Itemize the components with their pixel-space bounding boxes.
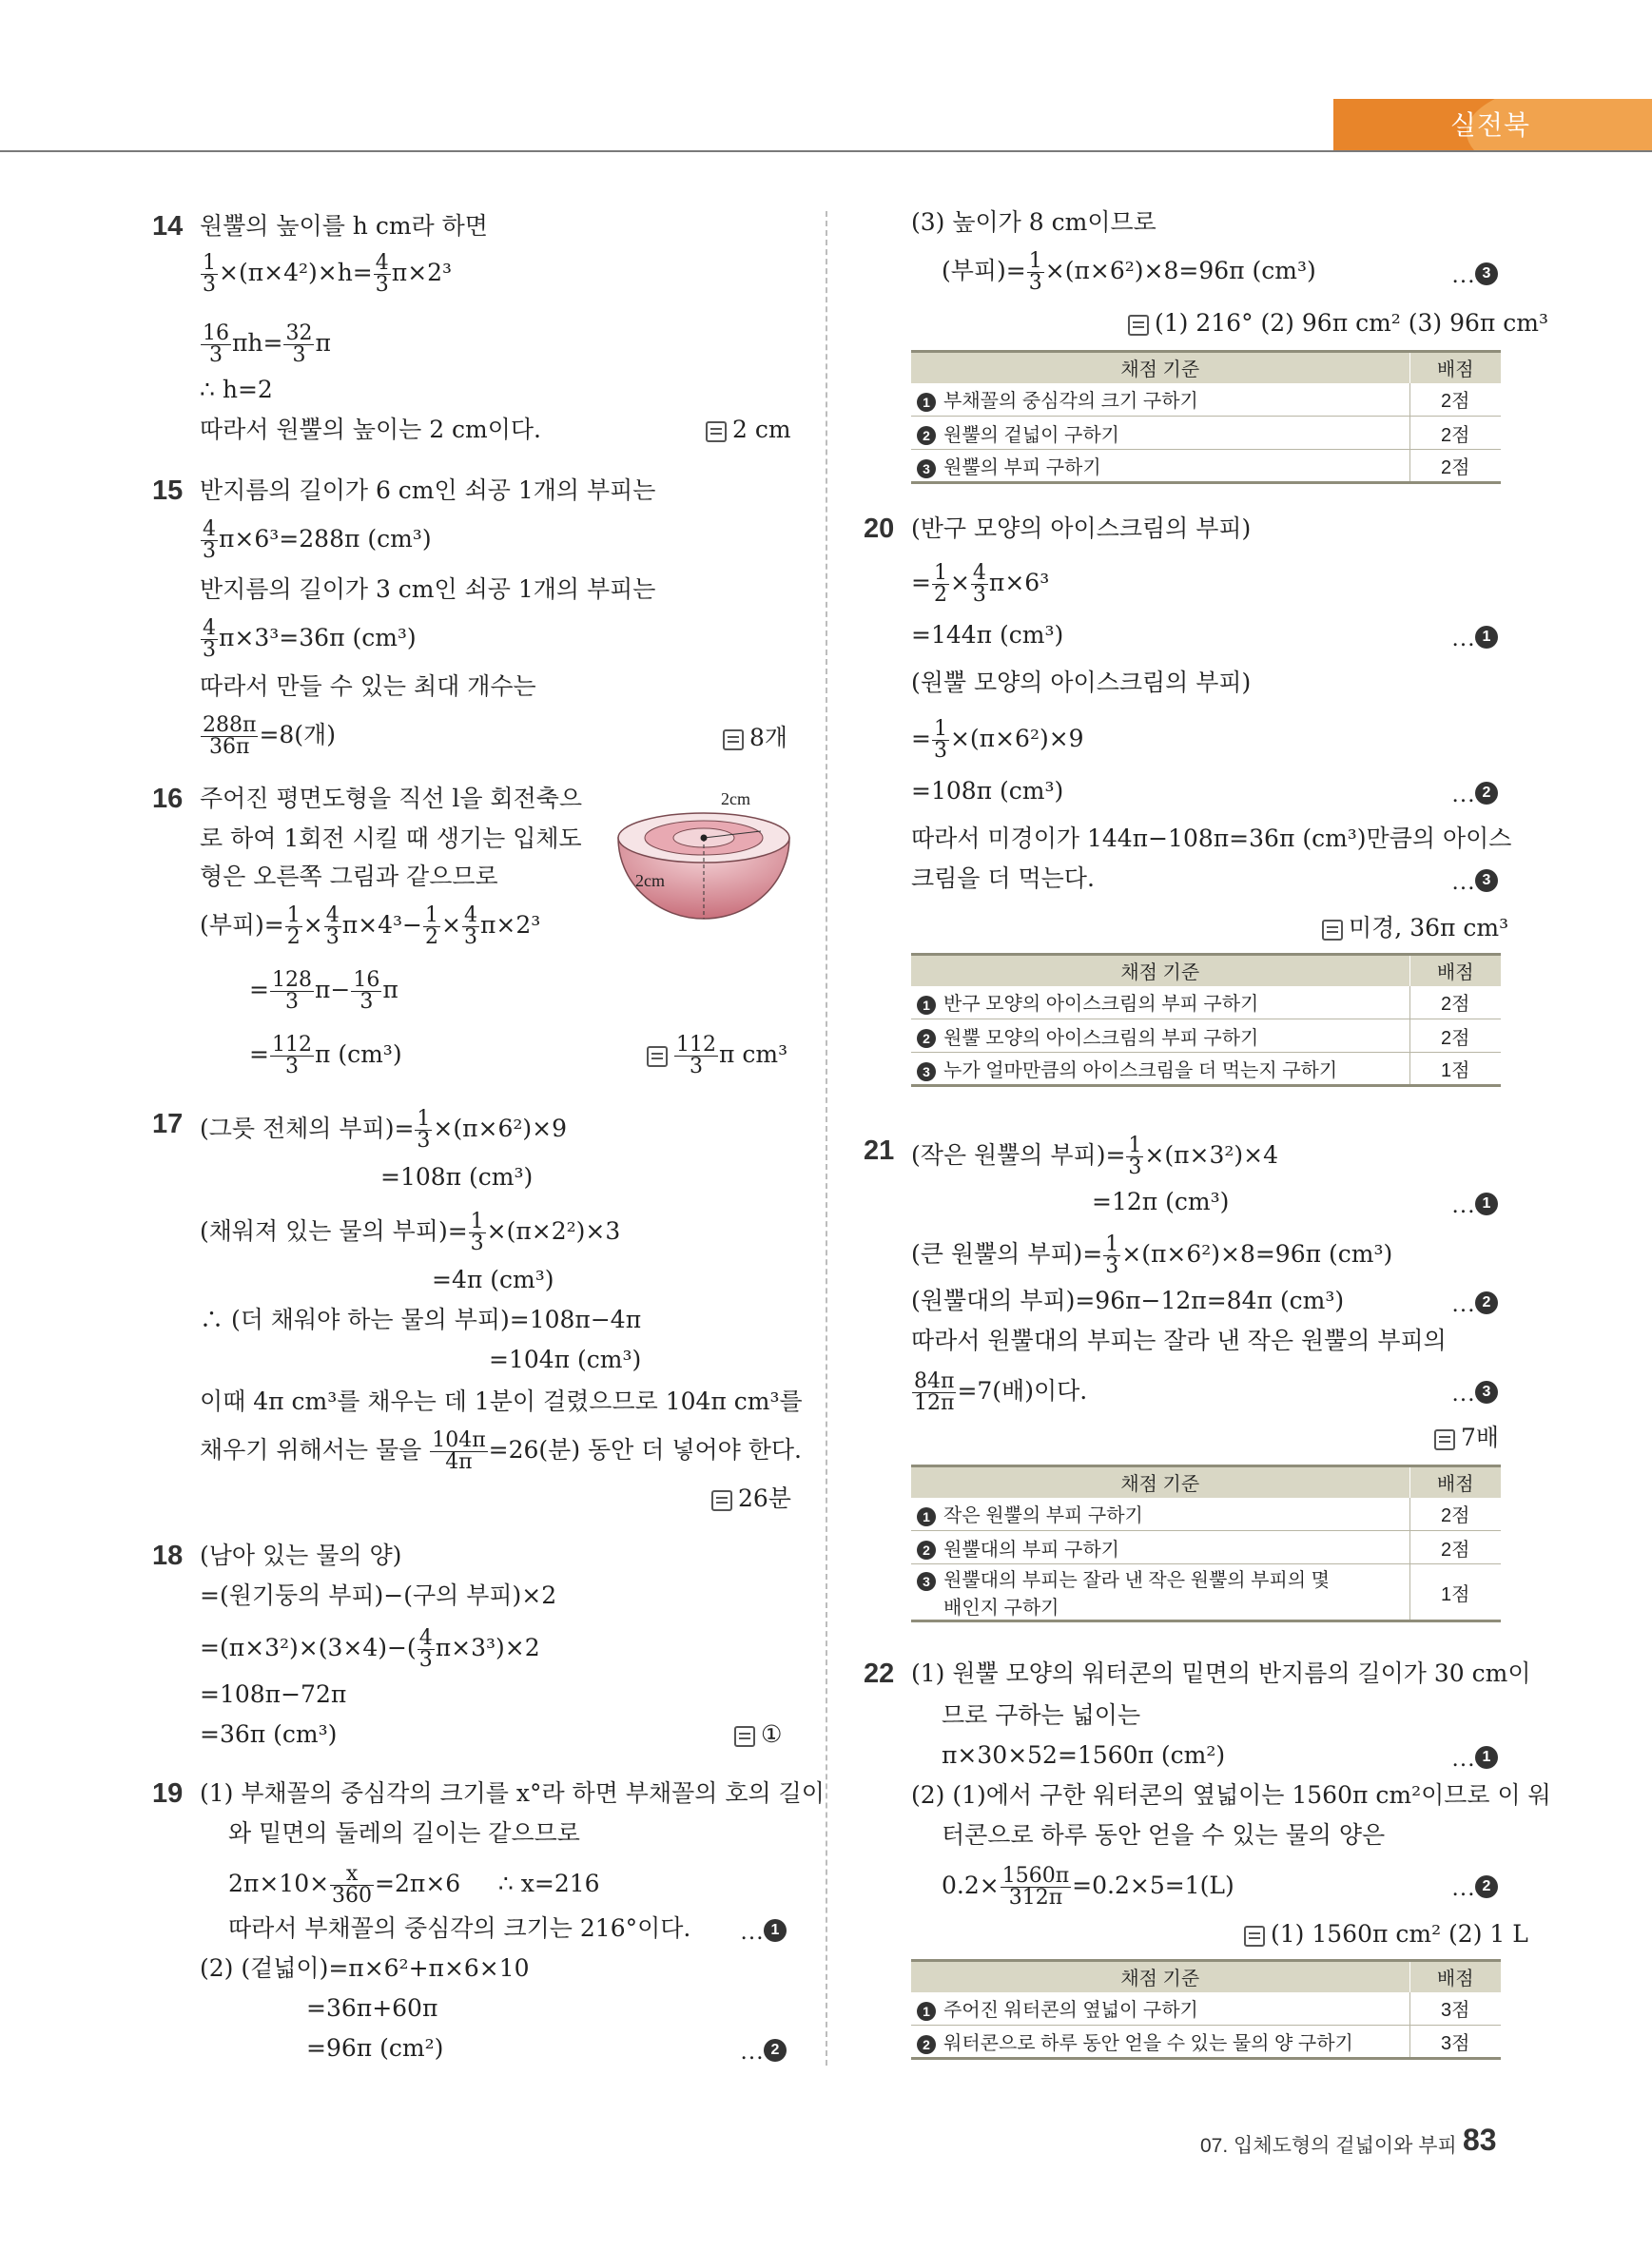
p20-line: =108π (cm³) (911, 777, 1064, 805)
grading-row (911, 383, 1501, 417)
grading-row (911, 1992, 1501, 2026)
grading-row (911, 450, 1501, 483)
p15-equation: $\frac{4}{3}$ π×6³=288π (cm³) (203, 517, 432, 563)
criteria-number: 3 (917, 1572, 936, 1591)
p17-line: =4π (cm³) (432, 1266, 554, 1293)
p16-line: 주어진 평면도형을 직선 l을 회전축으 (200, 785, 583, 812)
points-cell: 3점 (1409, 2026, 1501, 2059)
p19-line: =36π+60π (306, 1994, 438, 2022)
section-tab (1333, 99, 1652, 150)
criteria-number: 1 (917, 1507, 936, 1526)
step-marker-1: … 1 (1451, 1740, 1498, 1771)
p20-line: (원뿔 모양의 아이스크림의 부피) (911, 669, 1252, 696)
p15-equation: $\frac{4}{3}$ π×3³=36π (cm³) (203, 616, 417, 662)
p20-equation: = $\frac{1}{3}$ ×(π×6²)×9 (911, 717, 1084, 763)
criteria-text: 원뿔대의 부피 구하기 (943, 1539, 1119, 1561)
answer-22: (1) 1560π cm² (2) 1 L (1244, 1919, 1528, 1950)
step-marker-2: … 2 (1451, 1870, 1498, 1900)
grading-row (911, 1053, 1501, 1086)
p18-line: =(원기둥의 부피)−(구의 부피)×2 (200, 1582, 557, 1609)
criteria-text: 워터콘으로 하루 동안 얻을 수 있는 물의 양 구하기 (943, 2033, 1353, 2054)
p17-equation: (채워져 있는 물의 부피)= $\frac{1}{3}$ ×(π×2²)×3 (200, 1210, 621, 1255)
step-marker-2: … 2 (740, 2033, 787, 2064)
p22-equation: 0.2× $\frac{1560\pi}{312\pi}$ =0.2×5=1(L) (942, 1864, 1234, 1910)
p20-line: 따라서 미경이가 144π−108π=36π (cm³)만큼의 아이스 (911, 825, 1512, 852)
page-number: 83 (1463, 2123, 1497, 2157)
step-marker-2: … 2 (1451, 776, 1498, 806)
step-marker-3: … 3 (1451, 257, 1498, 287)
criteria-text: 원뿔 모양의 아이스크림의 부피 구하기 (943, 1027, 1259, 1049)
p22-line: π×30×52=1560π (cm²) (942, 1741, 1226, 1769)
criteria-number: 2 (917, 2035, 936, 2054)
criteria-text: 원뿔의 겉넓이 구하기 (943, 424, 1119, 446)
header-rule (0, 150, 1652, 152)
p19-line: (3) 높이가 8 cm이므로 (911, 208, 1156, 236)
p20-line: (반구 모양의 아이스크림의 부피) (911, 514, 1252, 542)
p14-equation: $\frac{1}{3}$ ×(π×4²)×h= $\frac{4}{3}$ π×2³ (203, 251, 453, 297)
p18-line: =108π−72π (200, 1680, 347, 1708)
grading-row (911, 1564, 1501, 1621)
answer-icon (734, 1726, 755, 1747)
criteria-text: 반구 모양의 아이스크림의 부피 구하기 (943, 994, 1259, 1016)
grading-row (911, 1498, 1501, 1531)
points-header: 배점 (1409, 1466, 1501, 1498)
criteria-number: 2 (917, 1029, 936, 1048)
p17-line: =108π (cm³) (380, 1163, 534, 1191)
p19-line: (2) (겉넓이)=π×6²+π×6×10 (200, 1954, 530, 1982)
criteria-cell (911, 1531, 1409, 1564)
criteria-number: 1 (917, 2002, 936, 2021)
p20-equation: = $\frac{1}{2}$ × $\frac{4}{3}$ π×6³ (911, 561, 1050, 607)
criteria-header: 채점 기준 (911, 955, 1409, 986)
grading-table-22 (911, 1959, 1501, 2060)
p21-equation: $\frac{84\pi}{12\pi}$ =7(배)이다. (914, 1369, 1088, 1415)
criteria-number: 2 (917, 426, 936, 445)
hemisphere-bowl-figure (609, 786, 799, 928)
answer-icon (711, 1490, 732, 1511)
answer-icon (1322, 920, 1343, 941)
center-point (701, 835, 708, 842)
answer-21: 7배 (1434, 1423, 1499, 1453)
fig-label-left: 2cm (635, 871, 665, 890)
answer-icon (723, 729, 744, 750)
p14-line: 원뿔의 높이를 h cm라 하면 (200, 212, 488, 240)
points-cell: 1점 (1409, 1053, 1501, 1086)
points-header: 배점 (1409, 352, 1501, 383)
criteria-text: 원뿔의 부피 구하기 (943, 457, 1101, 478)
criteria-number: 1 (917, 996, 936, 1015)
p16-equation: = $\frac{128}{3}$ π− $\frac{16}{3}$ π (249, 968, 398, 1014)
points-header: 배점 (1409, 1961, 1501, 1992)
problem-number-19: 19 (152, 1778, 184, 1809)
problem-number-17: 17 (152, 1109, 184, 1139)
answer-icon (1434, 1429, 1455, 1450)
grading-table-19 (911, 350, 1501, 484)
points-cell: 2점 (1409, 1498, 1501, 1531)
step-marker-1: … 1 (1451, 620, 1498, 650)
problem-number-18: 18 (152, 1541, 184, 1571)
problem-number-21: 21 (864, 1135, 895, 1166)
p20-line: =144π (cm³) (911, 621, 1064, 649)
p22-line: (1) 원뿔 모양의 워터콘의 밑면의 반지름의 길이가 30 cm이 (911, 1659, 1531, 1687)
problem-number-22: 22 (864, 1659, 895, 1689)
criteria-cell (911, 1498, 1409, 1531)
p21-equation: (큰 원뿔의 부피)= $\frac{1}{3}$ ×(π×6²)×8=96π (cm³) (911, 1232, 1393, 1278)
step-marker-2: … 2 (1451, 1286, 1498, 1316)
points-cell: 1점 (1409, 1564, 1501, 1621)
criteria-cell (911, 1992, 1409, 2026)
grading-row (911, 417, 1501, 450)
grading-table-20 (911, 953, 1501, 1087)
step-marker-3: … 3 (1451, 1375, 1498, 1406)
criteria-number: 1 (917, 393, 936, 412)
criteria-text: 작은 원뿔의 부피 구하기 (943, 1505, 1143, 1527)
points-cell: 2점 (1409, 450, 1501, 483)
column-divider (826, 211, 827, 2066)
criteria-cell (911, 417, 1409, 450)
step-marker-1: … 1 (1451, 1187, 1498, 1217)
criteria-text-cont: 배인지 구하기 (943, 1598, 1059, 1619)
points-cell: 2점 (1409, 417, 1501, 450)
criteria-number: 3 (917, 1062, 936, 1081)
step-marker-1: … 1 (740, 1913, 787, 1944)
p14-equation: $\frac{16}{3}$ πh= $\frac{32}{3}$ π (203, 321, 331, 367)
points-cell: 2점 (1409, 383, 1501, 417)
p22-line: 므로 구하는 넓이는 (942, 1701, 1141, 1729)
criteria-text: 부채꼴의 중심각의 크기 구하기 (943, 391, 1198, 413)
p19-line: =96π (cm²) (306, 2034, 444, 2062)
p22-line: 터콘으로 하루 동안 얻을 수 있는 물의 양은 (942, 1821, 1386, 1849)
answer-icon (706, 421, 727, 442)
answer-19: (1) 216° (2) 96π cm² (3) 96π cm³ (1128, 308, 1548, 339)
p16-line: 로 하여 1회전 시킬 때 생기는 입체도 (200, 825, 582, 852)
problem-number-20: 20 (864, 514, 895, 544)
p20-line: 크림을 더 먹는다. (911, 864, 1095, 892)
criteria-text: 원뿔대의 부피는 잘라 낸 작은 원뿔의 부피의 몇 (943, 1570, 1330, 1591)
points-header: 배점 (1409, 955, 1501, 986)
p21-line: (원뿔대의 부피)=96π−12π=84π (cm³) (911, 1287, 1345, 1314)
problem-number-15: 15 (152, 475, 184, 506)
section-tab-label: 실전북 (1449, 110, 1531, 140)
criteria-header: 채점 기준 (911, 352, 1409, 383)
grading-table-21 (911, 1465, 1501, 1622)
criteria-cell (911, 986, 1409, 1019)
answer-15: 8개 (723, 723, 787, 753)
criteria-header: 채점 기준 (911, 1466, 1409, 1498)
p19-line: (1) 부채꼴의 중심각의 크기를 x°라 하면 부채꼴의 호의 길이 (200, 1779, 825, 1807)
criteria-cell (911, 1564, 1409, 1621)
problem-number-16: 16 (152, 784, 184, 814)
p19-equation: (부피)= $\frac{1}{3}$ ×(π×6²)×8=96π (cm³) (942, 249, 1316, 295)
p17-equation: (그릇 전체의 부피)= $\frac{1}{3}$ ×(π×6²)×9 (200, 1107, 568, 1153)
criteria-cell (911, 1053, 1409, 1086)
criteria-cell (911, 2026, 1409, 2059)
criteria-number: 3 (917, 459, 936, 478)
problem-number-14: 14 (152, 211, 184, 242)
points-cell: 2점 (1409, 986, 1501, 1019)
p19-line: 따라서 부채꼴의 중심각의 크기는 216°이다. (228, 1914, 691, 1942)
criteria-cell (911, 1019, 1409, 1053)
p16-line: 형은 오른쪽 그림과 같으므로 (200, 863, 498, 890)
answer-18: ① (734, 1719, 782, 1750)
p21-line: =12π (cm³) (1092, 1188, 1230, 1215)
p22-line: (2) (1)에서 구한 워터콘의 옆넓이는 1560π cm²이므로 이 워 (911, 1781, 1551, 1809)
p16-equation: (부피)= $\frac{1}{2}$ × $\frac{4}{3}$ π×4³− $\frac{1}{2}$ × $\frac{4}{3}$ π×2³ (200, 903, 541, 949)
answer-icon (1244, 1926, 1265, 1947)
p17-line: ∴ (더 채워야 하는 물의 부피)=108π−4π (200, 1306, 642, 1333)
p19-line: 와 밑면의 둘레의 길이는 같으므로 (228, 1819, 580, 1847)
criteria-text: 누가 얼마만큼의 아이스크림을 더 먹는지 구하기 (943, 1060, 1338, 1081)
p21-line: 따라서 원뿔대의 부피는 잘라 낸 작은 원뿔의 부피의 (911, 1327, 1447, 1354)
p15-line: 반지름의 길이가 6 cm인 쇠공 1개의 부피는 (200, 476, 656, 504)
answer-16: $\frac{112}{3}$ π cm³ (647, 1035, 787, 1077)
p17-line: =104π (cm³) (489, 1346, 642, 1373)
p15-equation: $\frac{288\pi}{36\pi}$ =8(개) (203, 713, 336, 759)
p17-equation: 채우기 위해서는 물을 $\frac{104\pi}{4\pi}$ =26(분) 동안 더 넣어야 한다. (200, 1428, 803, 1474)
answer-icon (1128, 315, 1149, 336)
points-cell: 2점 (1409, 1531, 1501, 1564)
criteria-text: 주어진 워터콘의 옆넓이 구하기 (943, 2000, 1198, 2022)
p18-equation: =(π×3²)×(3×4)−( $\frac{4}{3}$ π×3³)×2 (200, 1626, 540, 1672)
p16-equation: = $\frac{112}{3}$ π (cm³) (249, 1033, 402, 1078)
answer-20: 미경, 36π cm³ (1322, 913, 1508, 943)
criteria-cell (911, 383, 1409, 417)
p18-line: =36π (cm³) (200, 1720, 338, 1748)
answer-icon (647, 1046, 668, 1067)
grading-row (911, 1019, 1501, 1053)
step-marker-3: … 3 (1451, 864, 1498, 894)
grading-row (911, 986, 1501, 1019)
answer-17: 26분 (711, 1484, 791, 1514)
p18-line: (남아 있는 물의 양) (200, 1542, 402, 1569)
footer-chapter: 07. 입체도형의 겉넓이와 부피 (1200, 2135, 1457, 2157)
p21-equation: (작은 원뿔의 부피)= $\frac{1}{3}$ ×(π×3²)×4 (911, 1134, 1279, 1179)
p15-line: 따라서 만들 수 있는 최대 개수는 (200, 672, 536, 700)
points-cell: 2점 (1409, 1019, 1501, 1053)
points-cell: 3점 (1409, 1992, 1501, 2026)
fig-label-top: 2cm (721, 789, 750, 808)
criteria-cell (911, 450, 1409, 483)
p14-line: ∴ h=2 (200, 376, 273, 403)
p14-line: 따라서 원뿔의 높이는 2 cm이다. (200, 416, 541, 443)
criteria-header: 채점 기준 (911, 1961, 1409, 1992)
p19-equation: 2π×10× $\frac{x}{360}$ =2π×6 ∴ x=216 (228, 1862, 600, 1908)
grading-row (911, 1531, 1501, 1564)
grading-row (911, 2026, 1501, 2059)
criteria-number: 2 (917, 1541, 936, 1560)
p15-line: 반지름의 길이가 3 cm인 쇠공 1개의 부피는 (200, 575, 656, 603)
answer-14: 2 cm (706, 415, 791, 445)
p17-line: 이때 4π cm³를 채우는 데 1분이 걸렸으므로 104π cm³를 (200, 1387, 803, 1415)
